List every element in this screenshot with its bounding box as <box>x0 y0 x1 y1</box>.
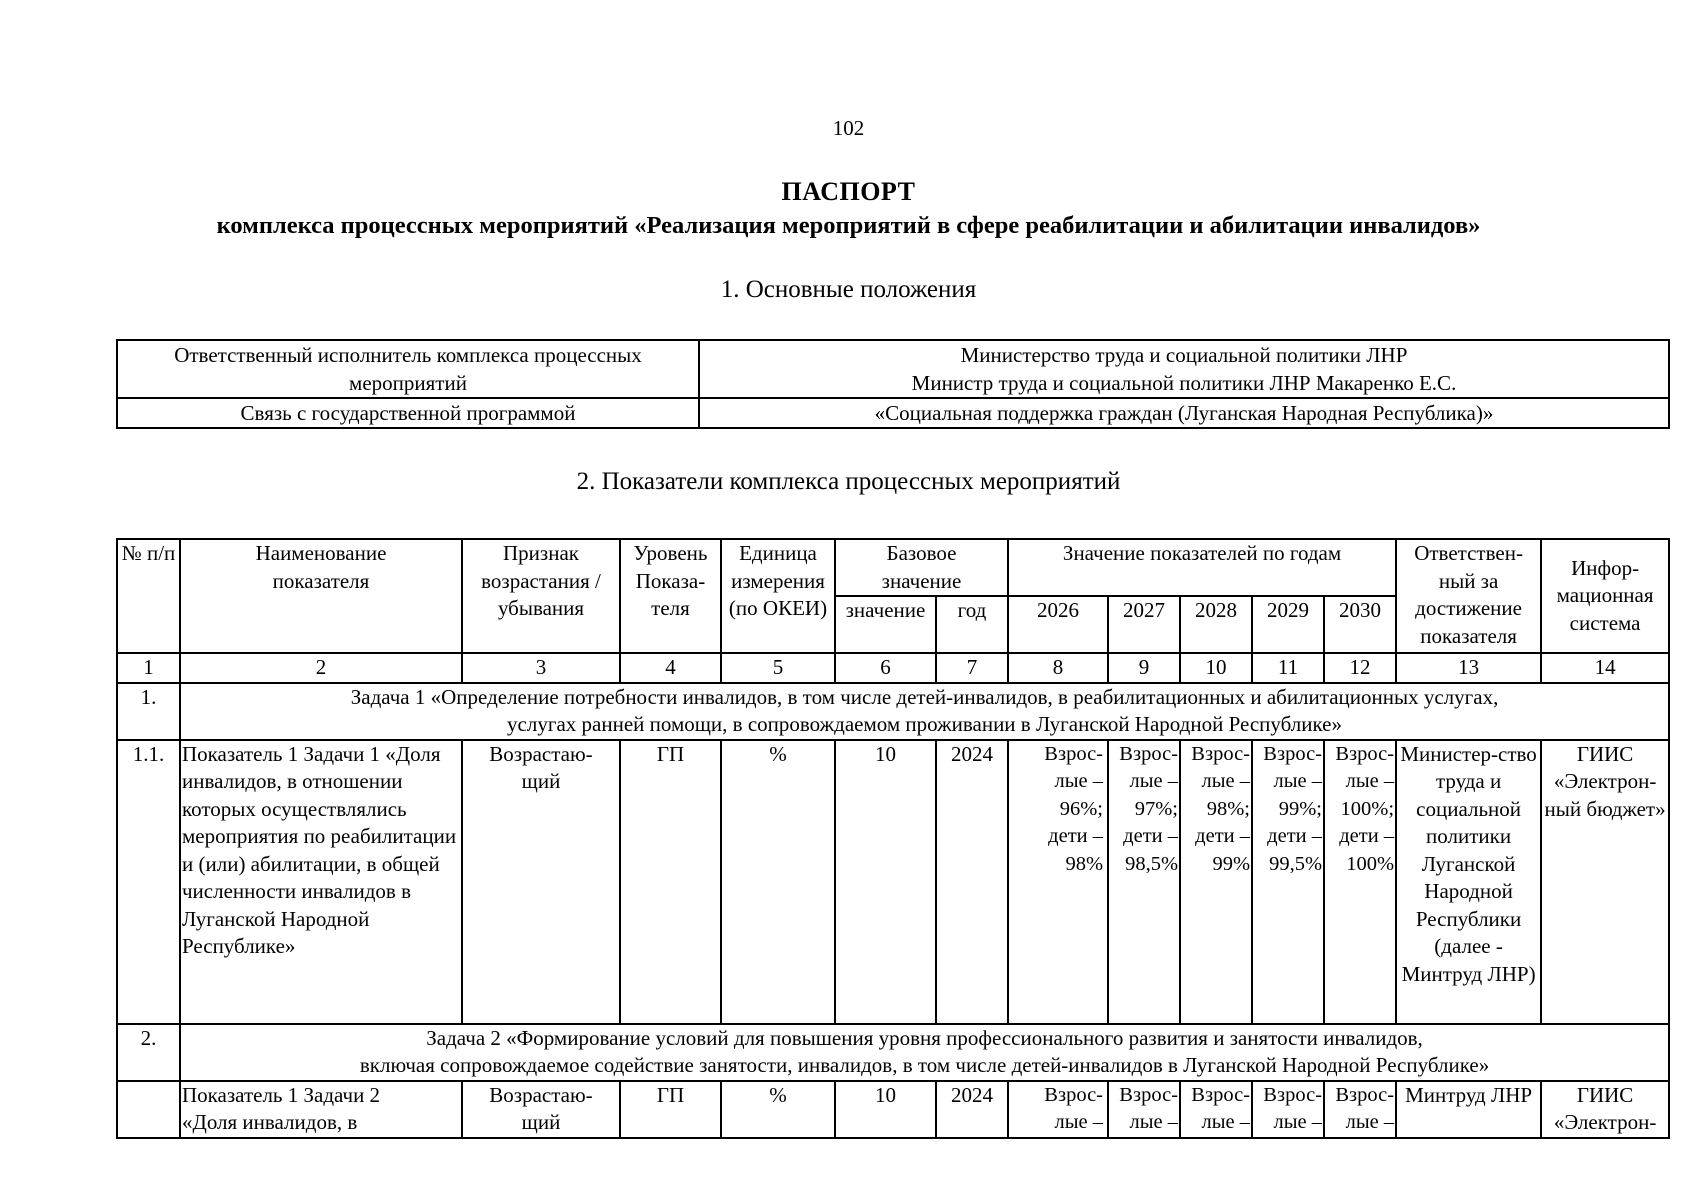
indicator-2030 <box>1324 1081 1396 1138</box>
indicator-base-year: 2024 <box>936 1081 1008 1138</box>
indicator-level: ГП <box>620 740 721 1024</box>
value-line: Министерство труда и социальной политики ЛНР <box>960 343 1408 367</box>
col-number: 11 <box>1252 653 1324 683</box>
task-text-line: услугах ранней помощи, в сопровождаемом проживании в Луганской Народной Республике» <box>507 712 1343 736</box>
value-line: Взрос- <box>1191 1083 1251 1106</box>
col-number: 4 <box>620 653 721 683</box>
task-row <box>117 683 1669 740</box>
document-title: ПАСПОРТ <box>781 177 916 206</box>
value-line: Взрос- <box>1044 1083 1104 1106</box>
indicator-base-year: 2024 <box>936 740 1008 1024</box>
label-cell: Ответственный исполнитель комплекса процессных мероприятий <box>117 340 699 398</box>
value-line: лые – <box>1129 1111 1179 1133</box>
col-number: 6 <box>835 653 936 683</box>
task-text-line: Задача 2 «Формирование условий для повышения уровня профессионального развития и занятости инвалидов, <box>426 1025 1423 1050</box>
header-info-system: Инфор-мационная система <box>1541 539 1669 653</box>
header-level: Уровень Показа-теля <box>620 539 721 653</box>
value-cell: «Социальная поддержка граждан (Луганская Народная Республика)» <box>699 398 1669 428</box>
column-numbers-row <box>117 653 1669 683</box>
col-number: 13 <box>1396 653 1541 683</box>
col-number: 14 <box>1541 653 1669 683</box>
indicator-2026 <box>1008 1081 1108 1138</box>
header-unit: Единица измерения (по ОКЕИ) <box>721 539 835 653</box>
indicator-2030: Взрос-лые – 100%; дети – 100% <box>1324 740 1396 1024</box>
task-row <box>117 1024 1669 1081</box>
indicator-2029: Взрос-лые – 99%; дети – 99,5% <box>1252 740 1324 1024</box>
col-number: 9 <box>1108 653 1180 683</box>
indicator-2026: Взрос-лые – 96%; дети – 98% <box>1008 740 1108 1024</box>
task-text <box>180 683 1669 740</box>
task-text-line: включая сопровождаемое содействие занятости, инвалидов, в том числе детей-инвалидов в Луганской Народной Республике» <box>359 1053 1490 1077</box>
value-line: Взрос- <box>1263 1083 1323 1106</box>
indicator-sign: Возрастаю-щий <box>462 740 620 1024</box>
header-row <box>117 539 1669 596</box>
task-text-line: Задача 1 «Определение потребности инвалидов, в том числе детей-инвалидов, в реабилитационных и абилитационных услугах, <box>350 684 1499 709</box>
header-year: 2026 <box>1008 596 1108 653</box>
indicator-name-line: Показатель 1 Задачи 2 <box>182 1082 381 1107</box>
indicator-2027: Взрос-лые – 97%; дети – 98,5% <box>1108 740 1180 1024</box>
indicator-name <box>180 1081 462 1138</box>
document-subtitle: комплекса процессных мероприятий «Реализация мероприятий в сфере реабилитации и абилитации инвалидов» <box>216 212 1481 239</box>
header-year: 2029 <box>1252 596 1324 653</box>
info-line: ГИИС <box>1576 1082 1634 1107</box>
header-year: 2027 <box>1108 596 1180 653</box>
header-base-year: год <box>936 596 1008 653</box>
task-text <box>180 1024 1669 1081</box>
indicator-responsible: Минтруд ЛНР <box>1396 1081 1541 1138</box>
task-num: 2. <box>117 1024 180 1081</box>
value-line: лые – <box>1054 1111 1104 1133</box>
col-number: 1 <box>117 653 180 683</box>
header-base: Базовое значение <box>835 539 1008 596</box>
header-sign: Признак возрастания / убывания <box>462 539 620 653</box>
col-number: 12 <box>1324 653 1396 683</box>
indicator-2027 <box>1108 1081 1180 1138</box>
col-number: 2 <box>180 653 462 683</box>
indicator-name: Показатель 1 Задачи 1 «Доля инвалидов, в отношении которых осуществлялись мероприятия по реабилитации и (или) абилитации, в общей численности инвалидов в Луганской Народной Республике» <box>180 740 462 1024</box>
task-num: 1. <box>117 683 180 740</box>
label-cell: Связь с государственной программой <box>117 398 699 428</box>
value-line: лые – <box>1273 1111 1323 1133</box>
header-year: 2028 <box>1180 596 1252 653</box>
col-number: 8 <box>1008 653 1108 683</box>
table-row <box>117 340 1669 398</box>
value-line: Взрос- <box>1335 1083 1395 1106</box>
header-base-value: значение <box>835 596 936 653</box>
info-line: «Электрон- <box>1553 1110 1657 1134</box>
basic-provisions-table <box>116 339 1670 429</box>
indicators-table <box>116 538 1670 1139</box>
indicator-base-value: 10 <box>835 1081 936 1138</box>
indicator-unit: % <box>721 1081 835 1138</box>
section-2-heading: 2. Показатели комплекса процессных мероприятий <box>576 468 1121 495</box>
col-number: 3 <box>462 653 620 683</box>
value-line: Взрос- <box>1119 1083 1179 1106</box>
table-row <box>117 398 1669 428</box>
value-cell <box>699 340 1669 398</box>
value-line: лые – <box>1201 1111 1251 1133</box>
indicator-name-line: «Доля инвалидов, в <box>182 1110 358 1134</box>
indicator-2028: Взрос-лые – 98%; дети – 99% <box>1180 740 1252 1024</box>
indicator-base-value: 10 <box>835 740 936 1024</box>
header-name: Наименование показателя <box>180 539 462 653</box>
value-line: Министр труда и социальной политики ЛНР Макаренко Е.С. <box>911 371 1457 395</box>
indicator-responsible: Министер-ство труда и социальной политики Луганской Народной Республики (далее - Минтруд ЛНР) <box>1396 740 1541 1024</box>
indicator-2029 <box>1252 1081 1324 1138</box>
header-years-group: Значение показателей по годам <box>1008 539 1396 596</box>
indicator-row <box>117 740 1669 1024</box>
section-1-heading: 1. Основные положения <box>720 276 977 303</box>
col-number: 7 <box>936 653 1008 683</box>
indicator-info-system <box>1541 1081 1669 1138</box>
row-num <box>117 1081 180 1138</box>
indicator-info-system: ГИИС «Электрон-ный бюджет» <box>1541 740 1669 1024</box>
indicator-unit: % <box>721 740 835 1024</box>
header-year: 2030 <box>1324 596 1396 653</box>
col-number: 10 <box>1180 653 1252 683</box>
value-line: лые – <box>1345 1111 1395 1133</box>
indicator-sign: Возрастаю-щий <box>462 1081 620 1138</box>
col-number: 5 <box>721 653 835 683</box>
page-number: 102 <box>832 116 865 140</box>
indicator-2028 <box>1180 1081 1252 1138</box>
header-responsible: Ответствен-ный за достижение показателя <box>1396 539 1541 653</box>
indicator-level: ГП <box>620 1081 721 1138</box>
row-num: 1.1. <box>117 740 180 1024</box>
indicator-row <box>117 1081 1669 1138</box>
header-num: № п/п <box>117 539 180 653</box>
